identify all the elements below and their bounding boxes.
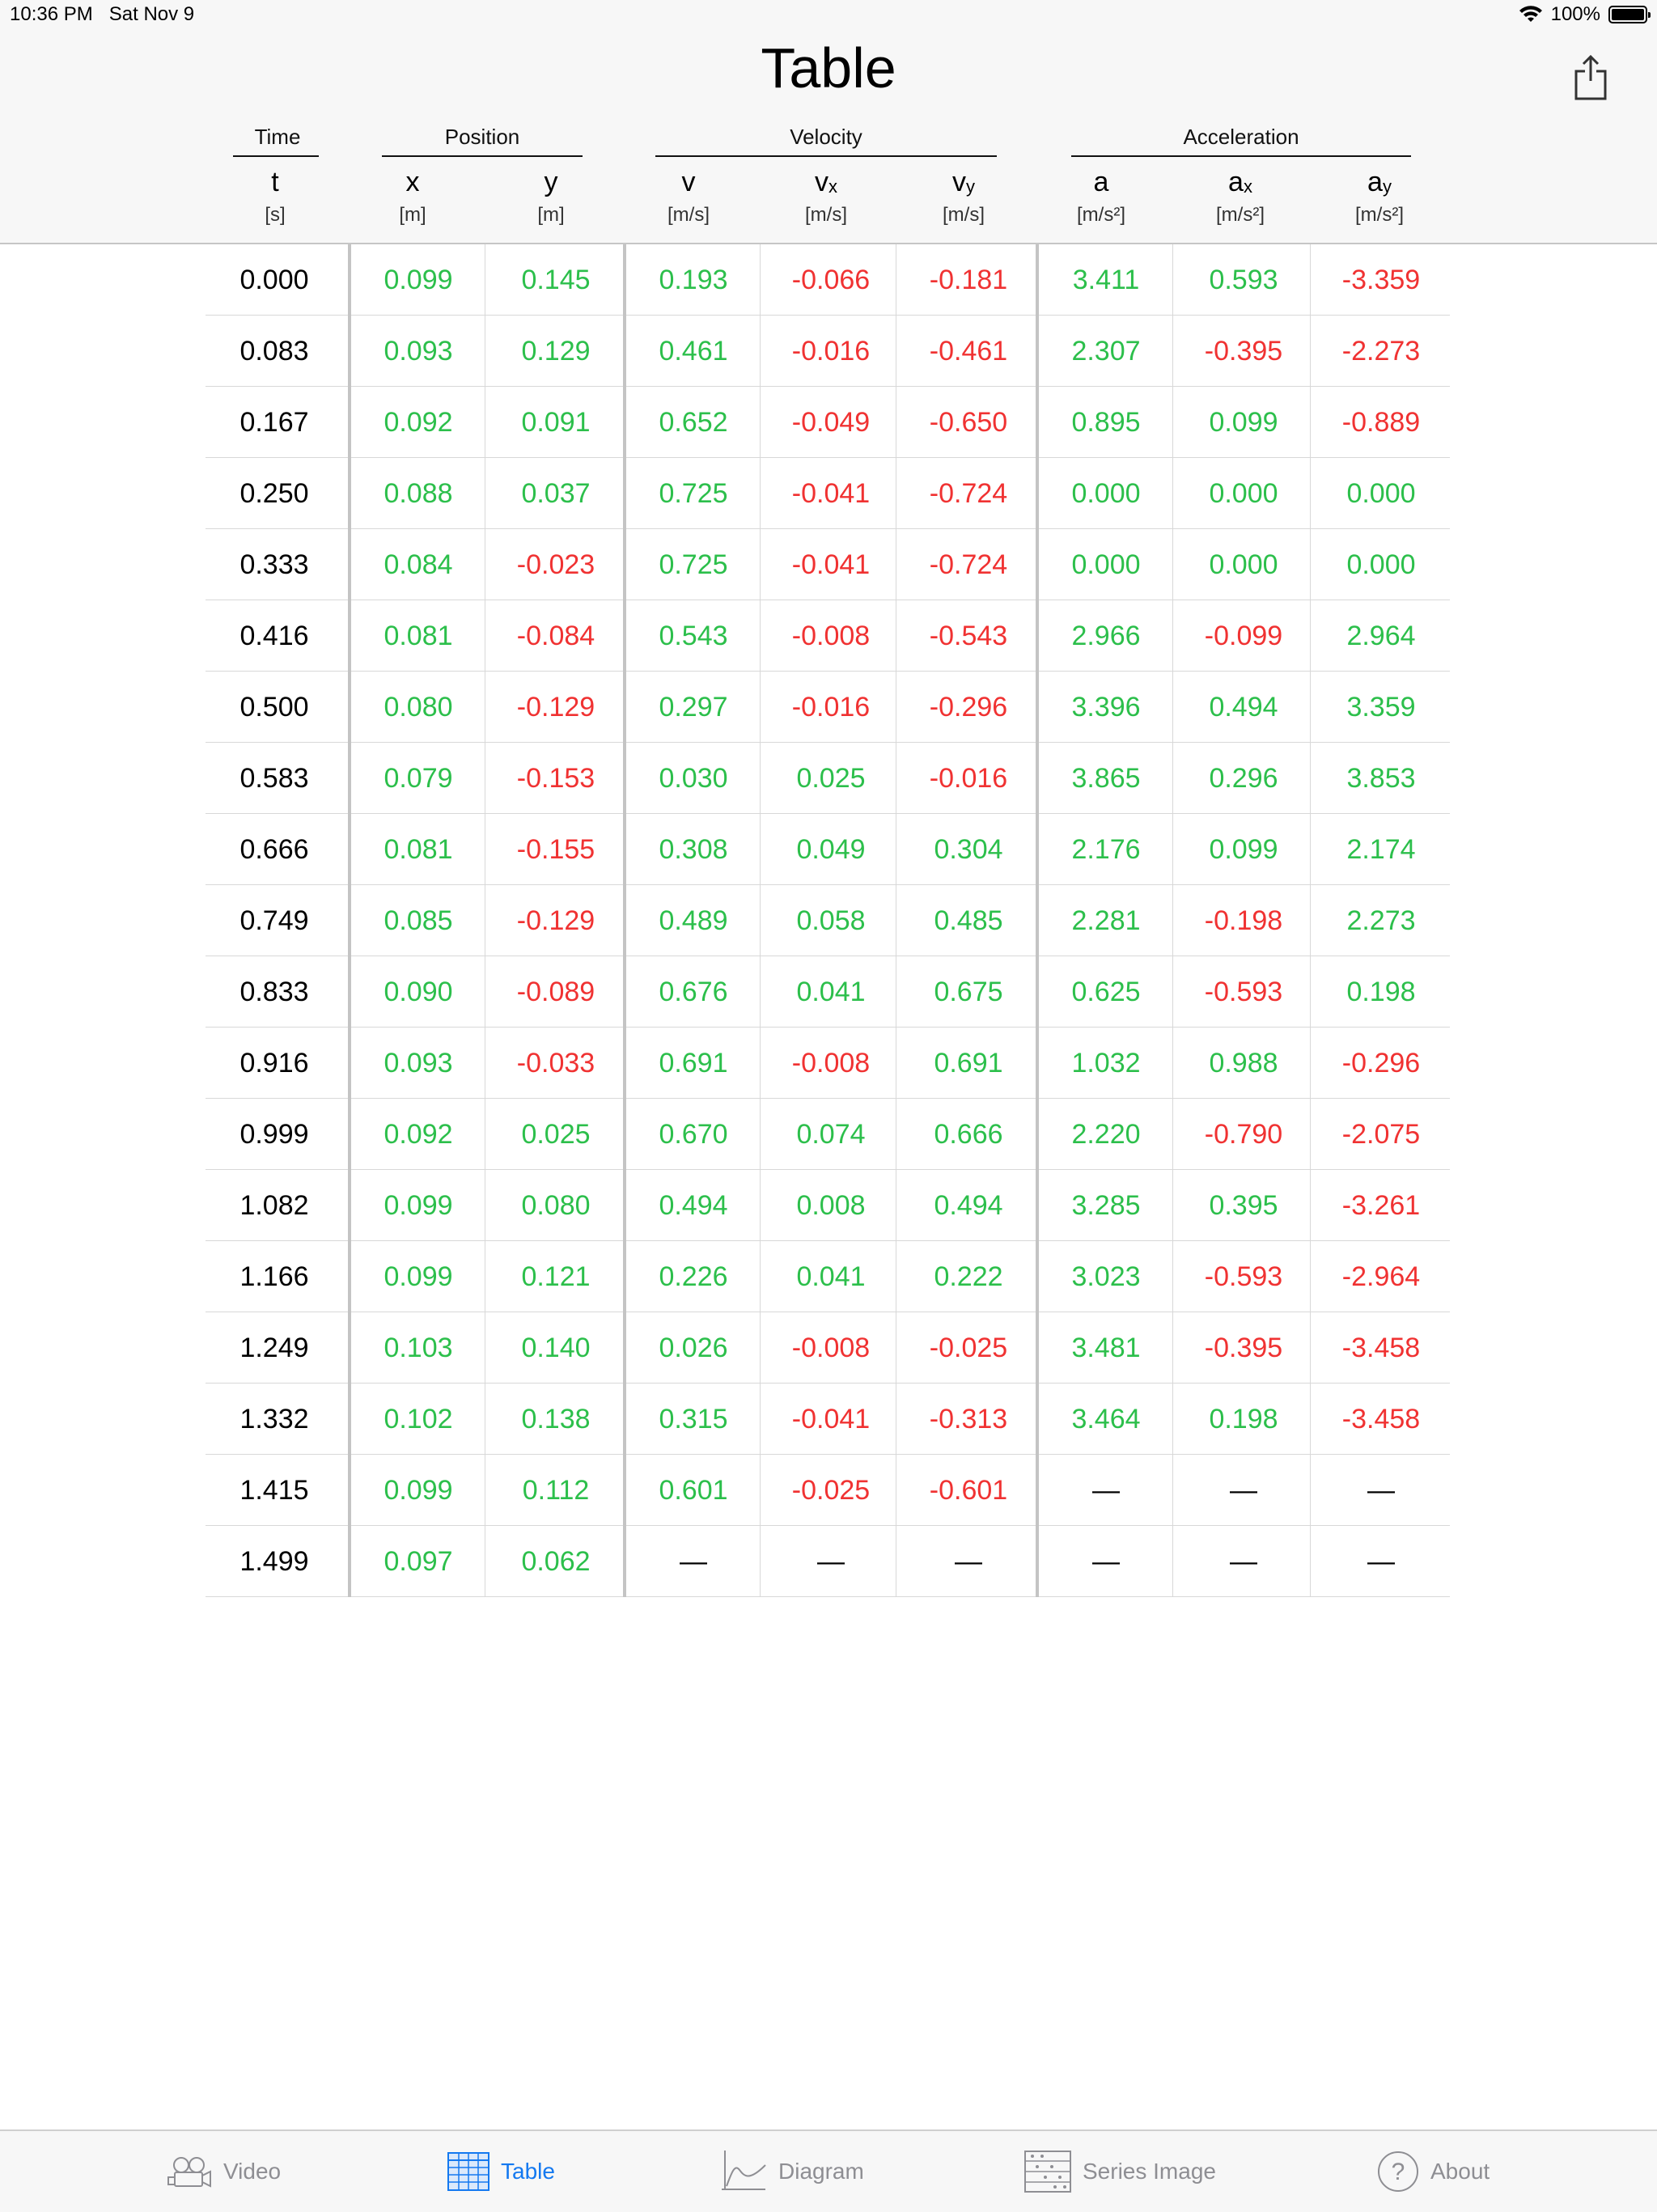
cell-x: 0.093	[384, 336, 453, 367]
cell-v: 0.543	[659, 621, 728, 651]
cell-x: 0.103	[384, 1333, 453, 1363]
cell-ax: -0.593	[1204, 977, 1283, 1007]
column-symbol-x: x	[405, 167, 420, 197]
cell-x: 0.081	[384, 834, 453, 865]
cell-ay: -2.964	[1341, 1261, 1421, 1292]
column-symbol-v: v	[681, 167, 696, 197]
cell-vx: 0.008	[796, 1190, 866, 1221]
cell-vy: 0.691	[934, 1048, 1003, 1078]
status-indicators	[1519, 3, 1647, 26]
cell-t: 0.083	[239, 336, 309, 367]
wifi-icon	[1519, 6, 1543, 23]
column-unit-ax: [m/s²]	[1216, 204, 1265, 226]
cell-ay: 3.853	[1346, 763, 1416, 794]
cell-ax: -0.395	[1204, 336, 1283, 367]
cell-ax: -0.593	[1204, 1261, 1283, 1292]
column-unit-a: [m/s²]	[1077, 204, 1125, 226]
cell-y: 0.025	[521, 1119, 591, 1150]
cell-y: -0.089	[516, 977, 595, 1007]
column-symbol-vy: $v_y$	[952, 167, 975, 197]
cell-vx: -0.016	[791, 336, 871, 367]
cell-ax: 0.099	[1209, 407, 1278, 438]
column-symbol-y: y	[544, 167, 558, 197]
cell-vy: -0.543	[929, 621, 1008, 651]
cell-x: 0.102	[384, 1404, 453, 1434]
cell-vx: —	[817, 1546, 845, 1577]
cell-t: 1.415	[239, 1475, 309, 1506]
cell-y: 0.138	[521, 1404, 591, 1434]
cell-y: -0.129	[516, 692, 595, 723]
cell-vx: 0.058	[796, 905, 866, 936]
cell-x: 0.090	[384, 977, 453, 1007]
cell-vx: -0.008	[791, 1048, 871, 1078]
cell-x: 0.080	[384, 692, 453, 723]
cell-ax: 0.099	[1209, 834, 1278, 865]
cell-ay: -3.359	[1341, 265, 1421, 295]
cell-ay: —	[1367, 1546, 1395, 1577]
cell-y: 0.121	[521, 1261, 591, 1292]
group-underline-time	[233, 155, 319, 157]
cell-ay: -3.261	[1341, 1190, 1421, 1221]
cell-t: 1.082	[239, 1190, 309, 1221]
column-symbol-ay: $a_y$	[1367, 167, 1392, 197]
column-separator	[760, 244, 761, 1597]
cell-x: 0.092	[384, 407, 453, 438]
tab-diagram-label: Diagram	[778, 2159, 864, 2184]
cell-ay: 2.174	[1346, 834, 1416, 865]
group-label-time: Time	[254, 125, 301, 149]
cell-vx: -0.025	[791, 1475, 871, 1506]
cell-t: 0.500	[239, 692, 309, 723]
cell-vy: —	[955, 1546, 982, 1577]
cell-vx: 0.025	[796, 763, 866, 794]
cell-t: 0.333	[239, 549, 309, 580]
cell-x: 0.099	[384, 1190, 453, 1221]
cell-ax: 0.198	[1209, 1404, 1278, 1434]
cell-a: 3.481	[1071, 1333, 1141, 1363]
cell-ay: 0.198	[1346, 977, 1416, 1007]
cell-x: 0.099	[384, 265, 453, 295]
cell-v: 0.676	[659, 977, 728, 1007]
cell-x: 0.084	[384, 549, 453, 580]
cell-ax: -0.198	[1204, 905, 1283, 936]
cell-ax: -0.099	[1204, 621, 1283, 651]
cell-t: 0.250	[239, 478, 309, 509]
cell-ay: 2.273	[1346, 905, 1416, 936]
cell-t: 0.000	[239, 265, 309, 295]
cell-vy: 0.494	[934, 1190, 1003, 1221]
cell-y: -0.023	[516, 549, 595, 580]
group-label-acceleration: Acceleration	[1183, 125, 1299, 149]
cell-x: 0.093	[384, 1048, 453, 1078]
cell-vy: -0.650	[929, 407, 1008, 438]
cell-a: 2.220	[1071, 1119, 1141, 1150]
cell-vx: -0.041	[791, 478, 871, 509]
group-separator	[623, 244, 626, 1597]
cell-x: 0.088	[384, 478, 453, 509]
cell-ay: 2.964	[1346, 621, 1416, 651]
share-icon[interactable]	[1571, 53, 1610, 102]
navigation-header	[0, 0, 1657, 244]
cell-a: 3.411	[1072, 265, 1140, 295]
cell-vy: -0.724	[929, 478, 1008, 509]
table-icon	[447, 2152, 489, 2191]
group-underline-velocity	[655, 155, 997, 157]
cell-t: 0.749	[239, 905, 309, 936]
column-unit-vx: [m/s]	[805, 204, 847, 226]
cell-a: 3.865	[1071, 763, 1141, 794]
cell-a: 0.625	[1071, 977, 1141, 1007]
tab-series-image[interactable]	[1024, 2131, 1216, 2212]
cell-y: 0.129	[521, 336, 591, 367]
cell-v: 0.601	[659, 1475, 728, 1506]
cell-x: 0.099	[384, 1261, 453, 1292]
tab-diagram[interactable]	[720, 2131, 864, 2212]
cell-y: -0.153	[516, 763, 595, 794]
tab-about-label: About	[1430, 2159, 1490, 2184]
diagram-icon	[720, 2149, 767, 2194]
cell-v: 0.297	[659, 692, 728, 723]
about-icon	[1377, 2151, 1419, 2193]
battery-percent: 100%	[1550, 3, 1600, 25]
cell-ax: —	[1230, 1546, 1257, 1577]
cell-x: 0.085	[384, 905, 453, 936]
group-label-position: Position	[444, 125, 520, 149]
cell-y: -0.155	[516, 834, 595, 865]
cell-x: 0.097	[384, 1546, 453, 1577]
cell-a: 3.396	[1071, 692, 1141, 723]
cell-vx: -0.016	[791, 692, 871, 723]
row-divider	[206, 1596, 1450, 1597]
cell-t: 0.916	[239, 1048, 309, 1078]
cell-ax: 0.395	[1209, 1190, 1278, 1221]
cell-t: 0.833	[239, 977, 309, 1007]
cell-y: 0.080	[521, 1190, 591, 1221]
column-unit-v: [m/s]	[667, 204, 710, 226]
column-symbol-ax: $a_x$	[1228, 167, 1252, 197]
column-symbol-t: t	[271, 167, 279, 197]
cell-vy: -0.724	[929, 549, 1008, 580]
column-unit-y: [m]	[537, 204, 565, 226]
cell-v: 0.725	[659, 549, 728, 580]
cell-t: 0.999	[239, 1119, 309, 1150]
cell-v: 0.226	[659, 1261, 728, 1292]
cell-a: —	[1092, 1546, 1120, 1577]
column-unit-vy: [m/s]	[943, 204, 985, 226]
cell-x: 0.081	[384, 621, 453, 651]
cell-ay: -0.296	[1341, 1048, 1421, 1078]
cell-vy: -0.181	[929, 265, 1008, 295]
cell-ay: -0.889	[1341, 407, 1421, 438]
cell-vx: 0.041	[796, 977, 866, 1007]
cell-ax: 0.494	[1209, 692, 1278, 723]
cell-x: 0.099	[384, 1475, 453, 1506]
cell-y: 0.140	[521, 1333, 591, 1363]
cell-vx: -0.041	[791, 1404, 871, 1434]
cell-v: 0.461	[659, 336, 728, 367]
cell-vy: -0.601	[929, 1475, 1008, 1506]
cell-v: 0.030	[659, 763, 728, 794]
cell-ax: -0.395	[1204, 1333, 1283, 1363]
column-symbol-vx: $v_x$	[815, 167, 837, 197]
cell-v: 0.691	[659, 1048, 728, 1078]
cell-v: 0.494	[659, 1190, 728, 1221]
cell-a: 3.023	[1071, 1261, 1141, 1292]
cell-vy: 0.304	[934, 834, 1003, 865]
cell-ax: 0.000	[1209, 549, 1278, 580]
group-underline-acceleration	[1071, 155, 1411, 157]
cell-vy: 0.675	[934, 977, 1003, 1007]
battery-icon	[1608, 6, 1647, 23]
tab-about[interactable]	[1377, 2131, 1490, 2212]
cell-y: 0.037	[521, 478, 591, 509]
cell-vx: -0.049	[791, 407, 871, 438]
column-separator	[1310, 244, 1311, 1597]
cell-v: 0.315	[659, 1404, 728, 1434]
cell-t: 1.166	[239, 1261, 309, 1292]
cell-v: 0.725	[659, 478, 728, 509]
cell-v: —	[680, 1546, 707, 1577]
cell-v: 0.670	[659, 1119, 728, 1150]
cell-v: 0.026	[659, 1333, 728, 1363]
cell-vx: 0.049	[796, 834, 866, 865]
cell-t: 0.167	[239, 407, 309, 438]
cell-a: 2.176	[1071, 834, 1141, 865]
cell-ay: 0.000	[1346, 478, 1416, 509]
cell-vy: -0.025	[929, 1333, 1008, 1363]
group-underline-position	[382, 155, 583, 157]
cell-y: -0.084	[516, 621, 595, 651]
cell-ax: 0.593	[1209, 265, 1278, 295]
cell-t: 0.666	[239, 834, 309, 865]
tab-video-label: Video	[223, 2159, 282, 2184]
cell-vx: 0.074	[796, 1119, 866, 1150]
cell-t: 1.249	[239, 1333, 309, 1363]
cell-v: 0.193	[659, 265, 728, 295]
cell-t: 0.416	[239, 621, 309, 651]
cell-a: —	[1092, 1475, 1120, 1506]
cell-ax: 0.988	[1209, 1048, 1278, 1078]
cell-y: -0.033	[516, 1048, 595, 1078]
cell-v: 0.652	[659, 407, 728, 438]
cell-a: 2.966	[1071, 621, 1141, 651]
cell-v: 0.489	[659, 905, 728, 936]
cell-vy: 0.485	[934, 905, 1003, 936]
cell-a: 3.464	[1071, 1404, 1141, 1434]
cell-vy: 0.222	[934, 1261, 1003, 1292]
cell-vy: -0.313	[929, 1404, 1008, 1434]
cell-t: 1.332	[239, 1404, 309, 1434]
tab-table-label: Table	[501, 2159, 555, 2184]
cell-t: 1.499	[239, 1546, 309, 1577]
cell-a: 2.281	[1071, 905, 1141, 936]
cell-y: 0.062	[521, 1546, 591, 1577]
svg-text:?: ?	[1391, 2159, 1405, 2185]
cell-vy: -0.296	[929, 692, 1008, 723]
cell-ax: 0.000	[1209, 478, 1278, 509]
cell-ax: -0.790	[1204, 1119, 1283, 1150]
cell-vy: -0.461	[929, 336, 1008, 367]
cell-x: 0.079	[384, 763, 453, 794]
tab-video[interactable]	[167, 2131, 281, 2212]
cell-a: 0.895	[1071, 407, 1141, 438]
column-unit-ay: [m/s²]	[1355, 204, 1404, 226]
cell-a: 1.032	[1071, 1048, 1141, 1078]
tab-table[interactable]	[447, 2131, 555, 2212]
cell-a: 0.000	[1071, 478, 1141, 509]
column-symbol-a: a	[1093, 167, 1109, 197]
tab-series-image-label: Series Image	[1083, 2159, 1216, 2184]
group-separator	[348, 244, 351, 1597]
cell-ay: 0.000	[1346, 549, 1416, 580]
video-icon	[167, 2155, 212, 2189]
group-label-velocity: Velocity	[790, 125, 862, 149]
cell-ay: -2.273	[1341, 336, 1421, 367]
cell-vx: 0.041	[796, 1261, 866, 1292]
cell-y: 0.145	[521, 265, 591, 295]
status-time: 10:36 PM Sat Nov 9	[10, 3, 195, 25]
cell-vy: 0.666	[934, 1119, 1003, 1150]
cell-t: 0.583	[239, 763, 309, 794]
cell-y: 0.112	[522, 1475, 590, 1506]
cell-x: 0.092	[384, 1119, 453, 1150]
cell-v: 0.308	[659, 834, 728, 865]
cell-vx: -0.066	[791, 265, 871, 295]
series-image-icon	[1024, 2151, 1071, 2193]
tab-bar	[0, 2129, 1657, 2212]
cell-a: 3.285	[1071, 1190, 1141, 1221]
column-separator	[1172, 244, 1173, 1597]
page-title: Table	[761, 36, 896, 100]
cell-a: 0.000	[1071, 549, 1141, 580]
cell-vx: -0.041	[791, 549, 871, 580]
cell-ay: 3.359	[1346, 692, 1416, 723]
column-unit-t: [s]	[265, 204, 286, 226]
cell-y: -0.129	[516, 905, 595, 936]
cell-vx: -0.008	[791, 621, 871, 651]
cell-ax: —	[1230, 1475, 1257, 1506]
group-separator	[1036, 244, 1039, 1597]
cell-a: 2.307	[1071, 336, 1141, 367]
cell-vy: -0.016	[929, 763, 1008, 794]
cell-vx: -0.008	[791, 1333, 871, 1363]
cell-ay: -2.075	[1341, 1119, 1421, 1150]
column-unit-x: [m]	[399, 204, 426, 226]
cell-ay: -3.458	[1341, 1333, 1421, 1363]
cell-ax: 0.296	[1209, 763, 1278, 794]
cell-ay: —	[1367, 1475, 1395, 1506]
cell-y: 0.091	[521, 407, 591, 438]
cell-ay: -3.458	[1341, 1404, 1421, 1434]
